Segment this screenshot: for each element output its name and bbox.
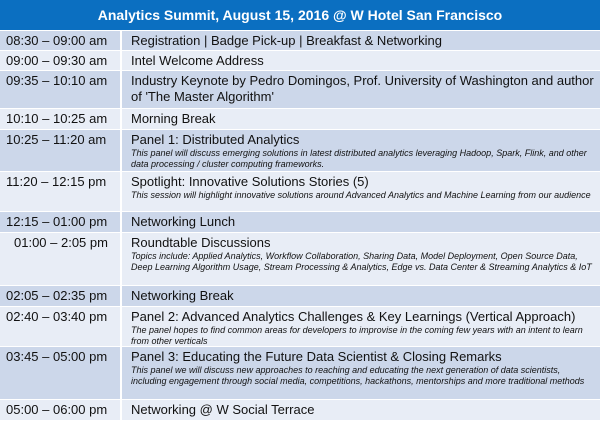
- session-title: Spotlight: Innovative Solutions Stories (5): [131, 174, 369, 189]
- agenda-row: [0, 31, 600, 51]
- agenda-row: [0, 307, 600, 347]
- agenda-title: Analytics Summit, August 15, 2016 @ W Hotel San Francisco: [97, 7, 503, 23]
- session-time: 03:45 – 05:00 pm: [0, 347, 122, 399]
- agenda-row: [0, 286, 600, 307]
- session-title: Networking Break: [131, 288, 234, 303]
- session-title: Panel 3: Educating the Future Data Scientist & Closing Remarks: [131, 349, 502, 364]
- agenda-row: [0, 212, 600, 233]
- agenda-row: [0, 233, 600, 286]
- session-title: Roundtable Discussions: [131, 235, 271, 250]
- agenda-row: [0, 71, 600, 109]
- session-time: 09:00 – 09:30 am: [0, 51, 122, 70]
- session-title: Networking Lunch: [131, 214, 236, 229]
- session-time: 05:00 – 06:00 pm: [0, 400, 122, 420]
- agenda-row: [0, 400, 600, 421]
- agenda-row: [0, 347, 600, 400]
- session-description: This panel will discuss emerging solutions in latest distributed analytics leveraging Hadoop, Spark, Flink, and other data processing / cluster computing frameworks.: [131, 148, 587, 169]
- session-title: Industry Keynote by Pedro Domingos, Prof. University of Washington and author of 'The Master Algorithm': [131, 73, 594, 104]
- session-title: Networking @ W Social Terrace: [131, 402, 315, 417]
- session-time: 01:00 – 2:05 pm: [0, 233, 122, 285]
- session-description: This panel we will discuss new approaches to reaching and educating the next generation of data scientists, including engagement through social media, competitions, hackathons, mentorships and more traditional methods: [131, 365, 585, 386]
- session-title: Panel 2: Advanced Analytics Challenges & Key Learnings (Vertical Approach): [131, 309, 576, 324]
- agenda-row: [0, 130, 600, 172]
- agenda-header: [0, 0, 600, 31]
- session-time: 09:35 – 10:10 am: [0, 71, 122, 108]
- session-time: 02:05 – 02:35 pm: [0, 286, 122, 306]
- agenda-row: [0, 172, 600, 212]
- agenda-row: [0, 51, 600, 71]
- agenda-row: [0, 109, 600, 130]
- session-time: 02:40 – 03:40 pm: [0, 307, 122, 346]
- session-time: 10:25 – 11:20 am: [0, 130, 122, 171]
- session-time: 10:10 – 10:25 am: [0, 109, 122, 129]
- session-title: Intel Welcome Address: [131, 53, 264, 68]
- session-description: Topics include: Applied Analytics, Workflow Collaboration, Sharing Data, Model Deployment, Open Source Data, Deep Learning Algorithm Usage, Stream Processing & Analytics, Edge vs. Data Center & Streaming Analytics & IoT: [131, 251, 592, 272]
- session-description: The panel hopes to find common areas for developers to improvise in the coming few years with an intent to learn from other verticals: [131, 325, 583, 346]
- session-title: Registration | Badge Pick-up | Breakfast & Networking: [131, 33, 442, 48]
- session-time: 12:15 – 01:00 pm: [0, 212, 122, 232]
- session-time: 11:20 – 12:15 pm: [0, 172, 122, 211]
- session-time: 08:30 – 09:00 am: [0, 31, 122, 50]
- session-title: Morning Break: [131, 111, 216, 126]
- session-title: Panel 1: Distributed Analytics: [131, 132, 300, 147]
- session-description: This session will highlight innovative solutions around Advanced Analytics and Machine Learning from our audience: [131, 190, 591, 200]
